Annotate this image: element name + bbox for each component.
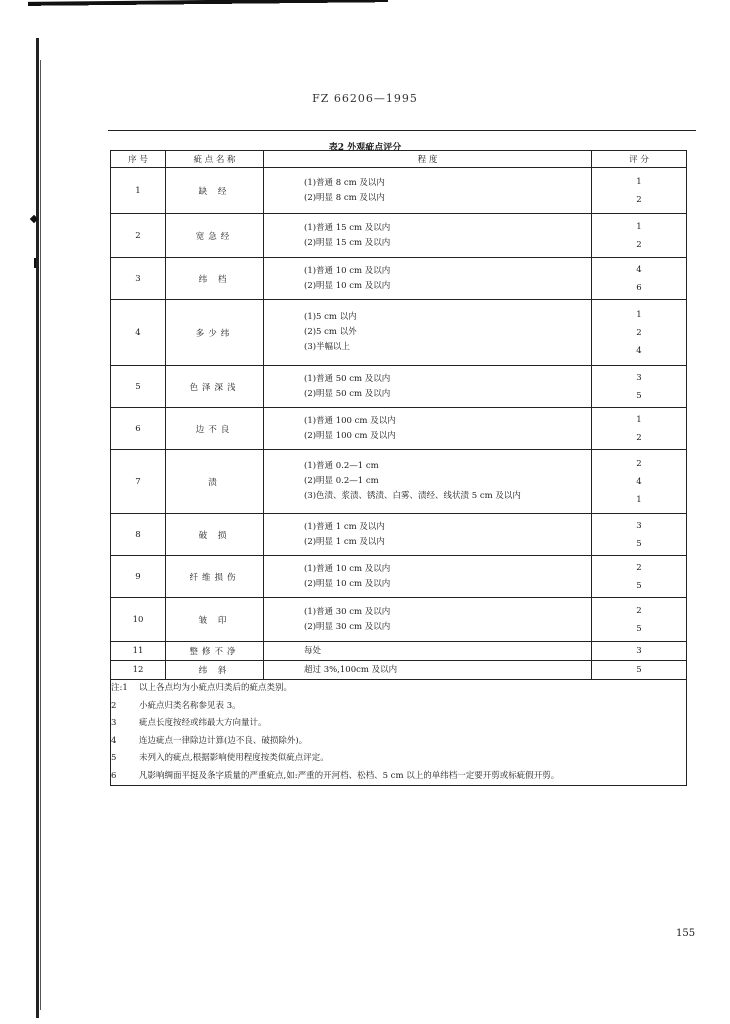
degree-line: (2)明显 8 cm 及以内 [304, 192, 385, 203]
table-row [111, 450, 687, 514]
row-index: 3 [111, 258, 166, 300]
note-text: 凡影响绸面平挺及条字质量的严重疵点,如:严重的开河档、松档、5 cm 以上的单纬档一定要开剪或标疵假开剪。 [139, 770, 560, 781]
defect-score [592, 642, 687, 661]
row-index: 1 [111, 168, 166, 214]
defect-score [592, 598, 687, 642]
score-value: 1 [636, 221, 642, 232]
degree-line: (2)明显 50 cm 及以内 [304, 388, 391, 399]
defect-name: 边不良 [166, 408, 264, 450]
score-value: 2 [636, 562, 642, 573]
defect-name: 缺 经 [166, 168, 264, 214]
defect-score [592, 450, 687, 514]
degree-line: (3)色渍、浆渍、锈渍、白雾、渍经、线状渍 5 cm 及以内 [304, 491, 521, 501]
row-index: 2 [111, 214, 166, 258]
score-value: 1 [636, 414, 642, 425]
defect-score [592, 300, 687, 366]
score-value: 5 [636, 623, 642, 634]
score-value: 2 [636, 432, 642, 443]
score-value: 6 [636, 282, 642, 293]
degree-line: (2)明显 100 cm 及以内 [304, 430, 396, 441]
defect-degree [264, 258, 592, 300]
score-value: 2 [636, 327, 642, 338]
table-row [111, 300, 687, 366]
degree-line: (1)普通 10 cm 及以内 [304, 563, 391, 574]
defect-score [592, 168, 687, 214]
note-text: 疵点长度按经或纬最大方向量计。 [139, 718, 267, 728]
note-text: 小疵点归类名称参见表 3。 [139, 700, 241, 711]
column-header-degree: 程 度 [264, 151, 592, 168]
row-index: 8 [111, 514, 166, 556]
degree-line: (1)普通 15 cm 及以内 [304, 222, 391, 233]
degree-line: (2)明显 30 cm 及以内 [304, 621, 391, 632]
note-line [111, 698, 686, 716]
table-row [111, 598, 687, 642]
defect-score [592, 258, 687, 300]
score-value: 3 [636, 372, 642, 383]
defect-name: 纤维损伤 [166, 556, 264, 598]
notes-row [111, 680, 687, 786]
table-caption: 表2 外观疵点评分 [328, 143, 402, 153]
degree-line: (1)普通 1 cm 及以内 [304, 521, 385, 532]
degree-line: (1)普通 0.2—1 cm [304, 461, 379, 471]
defect-name: 整修不净 [166, 642, 264, 661]
row-index: 12 [111, 661, 166, 680]
score-value: 2 [636, 194, 642, 205]
note-line [111, 750, 686, 768]
defect-score [592, 556, 687, 598]
defect-name: 皱 印 [166, 598, 264, 642]
note-text: 未列入的疵点,根据影响使用程度按类似疵点评定。 [139, 753, 329, 763]
score-value: 4 [636, 345, 642, 356]
defect-degree [264, 514, 592, 556]
score-value: 1 [636, 176, 642, 187]
score-value: 2 [636, 458, 642, 469]
degree-line: (2)5 cm 以外 [304, 327, 357, 337]
table-row [111, 642, 687, 661]
defect-degree [264, 366, 592, 408]
defect-degree [264, 168, 592, 214]
column-header-index: 序 号 [111, 151, 166, 168]
score-value: 4 [636, 264, 642, 275]
degree-line: (2)明显 10 cm 及以内 [304, 280, 391, 291]
table-header-row [111, 151, 687, 168]
degree-line: (1)普通 100 cm 及以内 [304, 415, 396, 426]
scan-edge-left [36, 38, 39, 1018]
defect-degree [264, 661, 592, 680]
score-value: 4 [636, 476, 642, 487]
table-row [111, 258, 687, 300]
score-value: 2 [636, 239, 642, 250]
table-row [111, 366, 687, 408]
defect-score [592, 661, 687, 680]
degree-line: (1)普通 50 cm 及以内 [304, 373, 391, 384]
defect-name: 纬 档 [166, 258, 264, 300]
scan-mark [34, 258, 36, 268]
scan-edge-top [28, 0, 388, 10]
defect-degree [264, 556, 592, 598]
document-header: FZ 66206—1995 [312, 92, 418, 105]
defect-degree [264, 300, 592, 366]
defect-degree [264, 450, 592, 514]
degree-line: (2)明显 0.2—1 cm [304, 476, 379, 486]
row-index: 7 [111, 450, 166, 514]
degree-line: (2)明显 1 cm 及以内 [304, 536, 385, 547]
row-index: 10 [111, 598, 166, 642]
degree-line: (2)明显 15 cm 及以内 [304, 237, 391, 248]
degree-line: 每处 [304, 645, 322, 656]
row-index: 11 [111, 642, 166, 661]
row-index: 5 [111, 366, 166, 408]
note-line [111, 768, 686, 786]
defect-degree [264, 408, 592, 450]
note-text: 连边疵点一律除边计算(边不良、破损除外)。 [139, 735, 308, 746]
note-number: 注:1 [111, 683, 128, 693]
note-number: 4 [111, 735, 117, 746]
column-header-score: 评 分 [592, 151, 687, 168]
score-value: 5 [636, 538, 642, 549]
defect-score [592, 366, 687, 408]
degree-line: (1)5 cm 以内 [304, 312, 357, 322]
defect-name: 渍 [166, 450, 264, 514]
table-row [111, 661, 687, 680]
note-line [111, 733, 686, 751]
note-number: 3 [111, 718, 117, 728]
row-index: 4 [111, 300, 166, 366]
score-value: 1 [636, 309, 642, 320]
score-value: 5 [636, 665, 642, 675]
score-value: 3 [636, 646, 642, 656]
defect-score [592, 514, 687, 556]
score-value: 3 [636, 520, 642, 531]
score-value: 5 [636, 580, 642, 591]
defect-name: 色泽深浅 [166, 366, 264, 408]
column-header-name: 疵 点 名 称 [166, 151, 264, 168]
defect-score [592, 214, 687, 258]
note-number: 6 [111, 770, 117, 781]
table-row [111, 556, 687, 598]
defect-name: 破 损 [166, 514, 264, 556]
score-value: 1 [636, 494, 642, 505]
row-index: 6 [111, 408, 166, 450]
table-row [111, 514, 687, 556]
defect-score [592, 408, 687, 450]
score-value: 5 [636, 390, 642, 401]
defect-degree [264, 642, 592, 661]
page-number: 155 [676, 928, 696, 939]
header-rule [108, 130, 696, 131]
defect-name: 纬 斜 [166, 661, 264, 680]
degree-line: (2)明显 10 cm 及以内 [304, 578, 391, 589]
note-line [111, 680, 686, 698]
table-notes [111, 680, 687, 786]
table-row [111, 168, 687, 214]
defect-score-table [110, 150, 687, 786]
note-number: 2 [111, 700, 117, 711]
scan-edge-left-shadow [40, 60, 41, 1010]
note-text: 以上各点均为小疵点归类后的疵点类别。 [139, 683, 293, 693]
defect-degree [264, 214, 592, 258]
degree-line: (3)半幅以上 [304, 342, 351, 352]
row-index: 9 [111, 556, 166, 598]
degree-line: (1)普通 10 cm 及以内 [304, 265, 391, 276]
note-line [111, 715, 686, 733]
note-number: 5 [111, 753, 117, 763]
table-row [111, 408, 687, 450]
degree-line: 超过 3%,100cm 及以内 [304, 664, 398, 675]
defect-name: 宽急经 [166, 214, 264, 258]
defect-name: 多少纬 [166, 300, 264, 366]
degree-line: (1)普通 30 cm 及以内 [304, 606, 391, 617]
defect-degree [264, 598, 592, 642]
table-row [111, 214, 687, 258]
degree-line: (1)普通 8 cm 及以内 [304, 177, 385, 188]
score-value: 2 [636, 605, 642, 616]
